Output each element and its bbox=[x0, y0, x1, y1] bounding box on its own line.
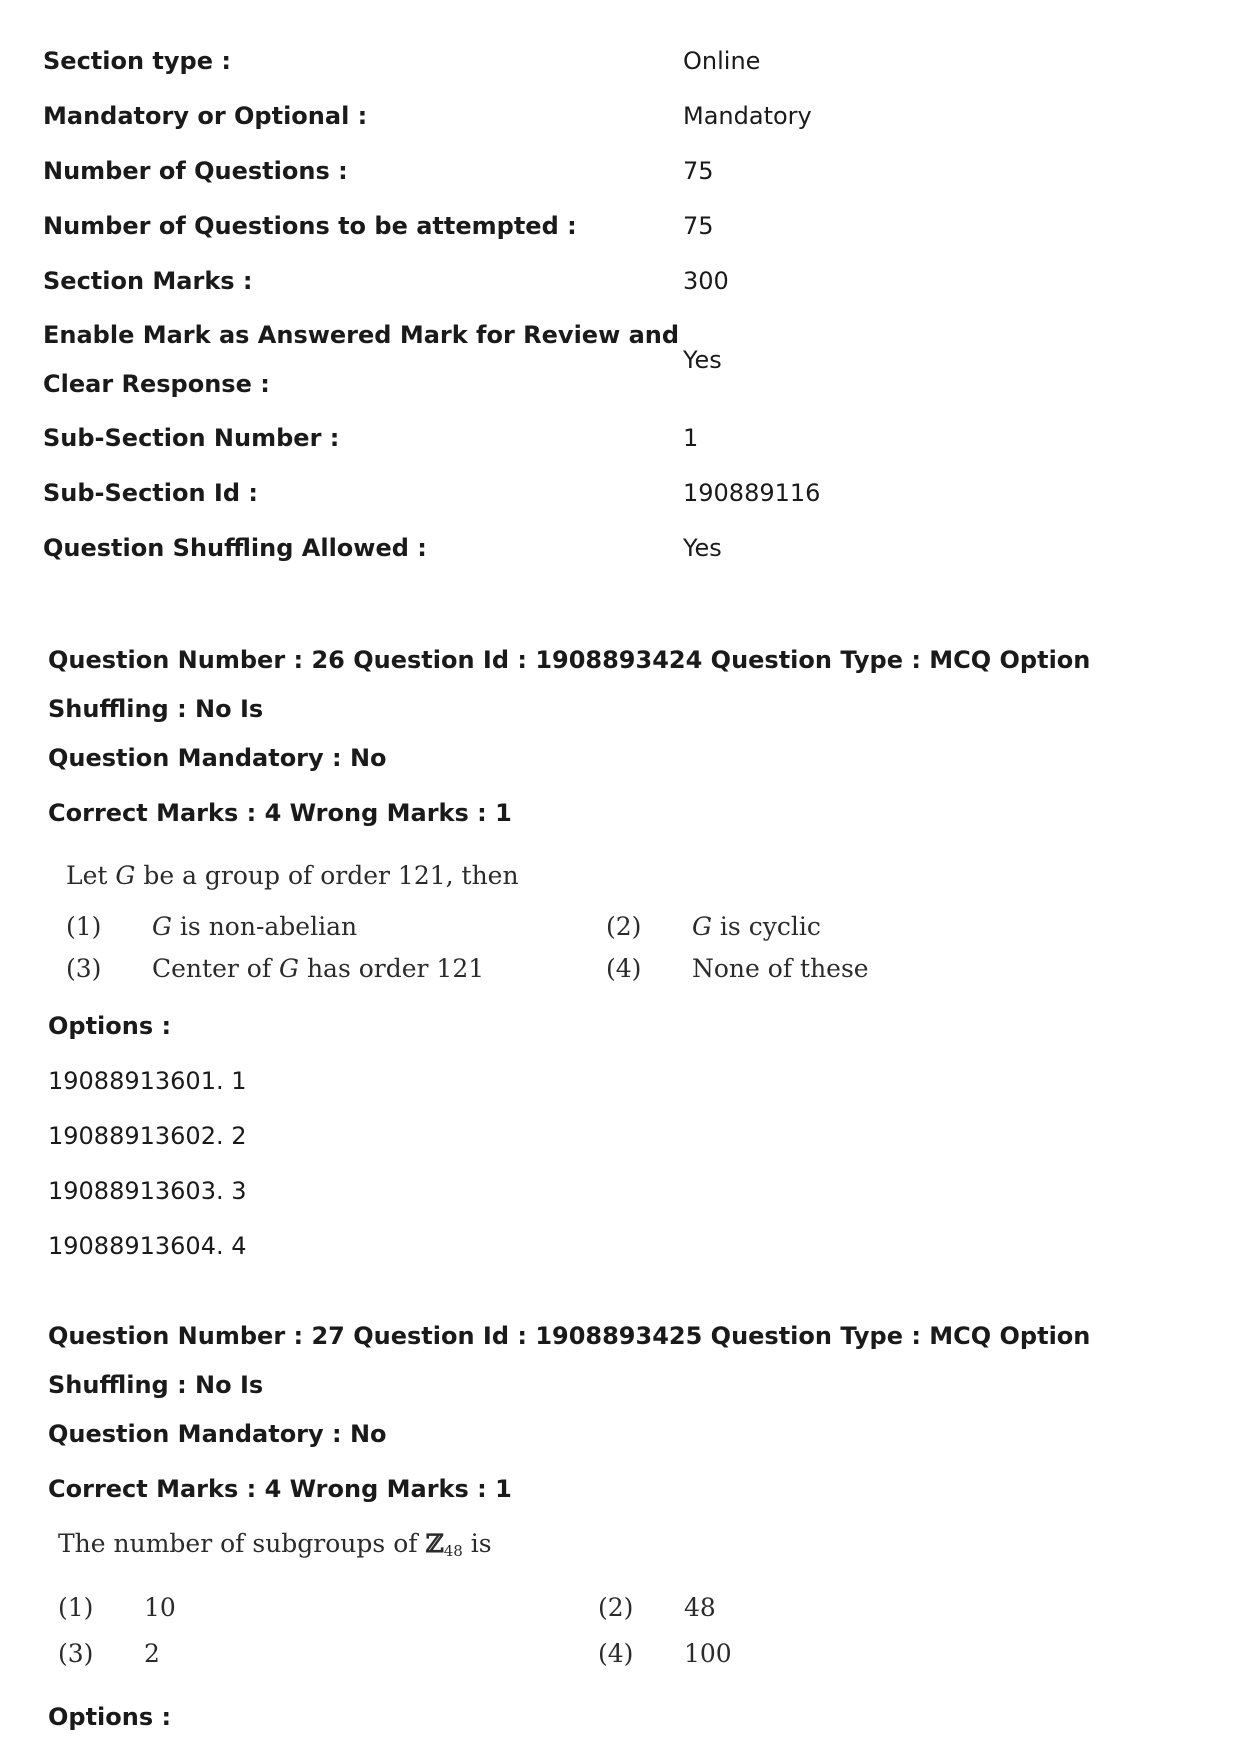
question-image bbox=[48, 856, 1198, 988]
choice-variable: G bbox=[279, 954, 299, 983]
section-meta-table bbox=[43, 34, 1183, 576]
choice-text: 100 bbox=[684, 1639, 732, 1668]
meta-row-num-questions bbox=[43, 144, 1183, 199]
choice-number: (4) bbox=[598, 1639, 634, 1668]
meta-label-line1: Enable Mark as Answered Mark for Review and bbox=[43, 321, 680, 349]
question-image bbox=[48, 1524, 1198, 1673]
meta-label: Section type : bbox=[43, 47, 231, 75]
choice-text: has order 121 bbox=[299, 954, 485, 983]
choice-1 bbox=[66, 908, 606, 946]
meta-label-line2: Clear Response : bbox=[43, 370, 270, 398]
meta-label: Mandatory or Optional : bbox=[43, 102, 368, 130]
meta-value: 75 bbox=[683, 157, 714, 185]
meta-value: 1 bbox=[683, 424, 699, 452]
choices-grid bbox=[48, 908, 1198, 988]
choice-number: (2) bbox=[598, 1593, 634, 1622]
choice-text: 2 bbox=[144, 1639, 160, 1668]
choice-text: is cyclic bbox=[711, 912, 821, 941]
choice-text: 10 bbox=[144, 1593, 176, 1622]
meta-value: Online bbox=[683, 47, 761, 75]
stem-variable: G bbox=[115, 861, 136, 890]
choice-2 bbox=[606, 908, 1146, 946]
meta-row-subsection-number bbox=[43, 411, 1183, 466]
choice-3 bbox=[66, 950, 606, 988]
choice-text: is non-abelian bbox=[171, 912, 358, 941]
choice-4 bbox=[606, 950, 1146, 988]
choice-text: None of these bbox=[692, 954, 869, 983]
question-marks: Correct Marks : 4 Wrong Marks : 1 bbox=[48, 1475, 512, 1503]
meta-row-mandatory bbox=[43, 89, 1183, 144]
choice-text: 48 bbox=[684, 1593, 716, 1622]
integers-symbol: ℤ bbox=[425, 1529, 444, 1558]
choice-3 bbox=[58, 1635, 598, 1673]
meta-label: Sub-Section Id : bbox=[43, 479, 258, 507]
choice-number: (3) bbox=[58, 1639, 94, 1668]
choice-2 bbox=[598, 1589, 1138, 1627]
question-header-line2: Question Mandatory : No bbox=[48, 744, 387, 772]
options-title: Options : bbox=[48, 1703, 172, 1731]
question-header bbox=[48, 1312, 1198, 1459]
choice-text: Center of bbox=[152, 954, 280, 983]
meta-value: 190889116 bbox=[683, 479, 821, 507]
question-header-line1: Question Number : 26 Question Id : 1908893424 Question Type : MCQ Option Shuffling : No Is bbox=[48, 646, 1091, 723]
option-item: 19088913604. 4 bbox=[48, 1232, 247, 1260]
meta-row-section-marks bbox=[43, 254, 1183, 309]
question-header bbox=[48, 636, 1198, 783]
meta-row-enable-mark bbox=[43, 309, 1183, 411]
meta-value: 75 bbox=[683, 212, 714, 240]
options-title: Options : bbox=[48, 1012, 172, 1040]
choice-4 bbox=[598, 1635, 1138, 1673]
stem-text: The number of subgroups of bbox=[58, 1529, 426, 1558]
choice-number: (3) bbox=[66, 954, 102, 983]
question-header-line2: Question Mandatory : No bbox=[48, 1420, 387, 1448]
meta-label: Question Shuffling Allowed : bbox=[43, 534, 427, 562]
choices-grid bbox=[48, 1589, 1198, 1673]
question-block-27 bbox=[48, 1312, 1198, 1742]
meta-row-section-type bbox=[43, 34, 1183, 89]
stem-text: be a group of order 121, then bbox=[135, 861, 519, 890]
meta-row-shuffling bbox=[43, 521, 1183, 576]
meta-label: Section Marks : bbox=[43, 267, 253, 295]
choice-number: (1) bbox=[66, 912, 102, 941]
option-item: 19088913603. 3 bbox=[48, 1177, 247, 1205]
meta-value: Mandatory bbox=[683, 102, 812, 130]
meta-value: Yes bbox=[683, 534, 722, 562]
choice-number: (1) bbox=[58, 1593, 94, 1622]
option-item: 19088913602. 2 bbox=[48, 1122, 247, 1150]
meta-row-subsection-id bbox=[43, 466, 1183, 521]
option-item: 19088913601. 1 bbox=[48, 1067, 247, 1095]
question-stem bbox=[48, 856, 1198, 896]
meta-label: Sub-Section Number : bbox=[43, 424, 340, 452]
subscript: 48 bbox=[443, 1542, 463, 1560]
stem-text: Let bbox=[66, 861, 116, 890]
meta-row-num-attempt bbox=[43, 199, 1183, 254]
meta-label bbox=[43, 311, 683, 409]
meta-label: Number of Questions : bbox=[43, 157, 348, 185]
choice-number: (4) bbox=[606, 954, 642, 983]
question-stem bbox=[48, 1524, 1198, 1571]
meta-label: Number of Questions to be attempted : bbox=[43, 212, 577, 240]
choice-variable: G bbox=[692, 912, 712, 941]
choice-1 bbox=[58, 1589, 598, 1627]
choice-variable: G bbox=[152, 912, 172, 941]
meta-value: 300 bbox=[683, 267, 729, 295]
question-header-line1: Question Number : 27 Question Id : 1908893425 Question Type : MCQ Option Shuffling : No Is bbox=[48, 1322, 1091, 1399]
stem-text: is bbox=[462, 1529, 492, 1558]
question-block-26 bbox=[48, 636, 1198, 1271]
meta-value: Yes bbox=[683, 345, 722, 374]
question-marks: Correct Marks : 4 Wrong Marks : 1 bbox=[48, 799, 512, 827]
choice-number: (2) bbox=[606, 912, 642, 941]
